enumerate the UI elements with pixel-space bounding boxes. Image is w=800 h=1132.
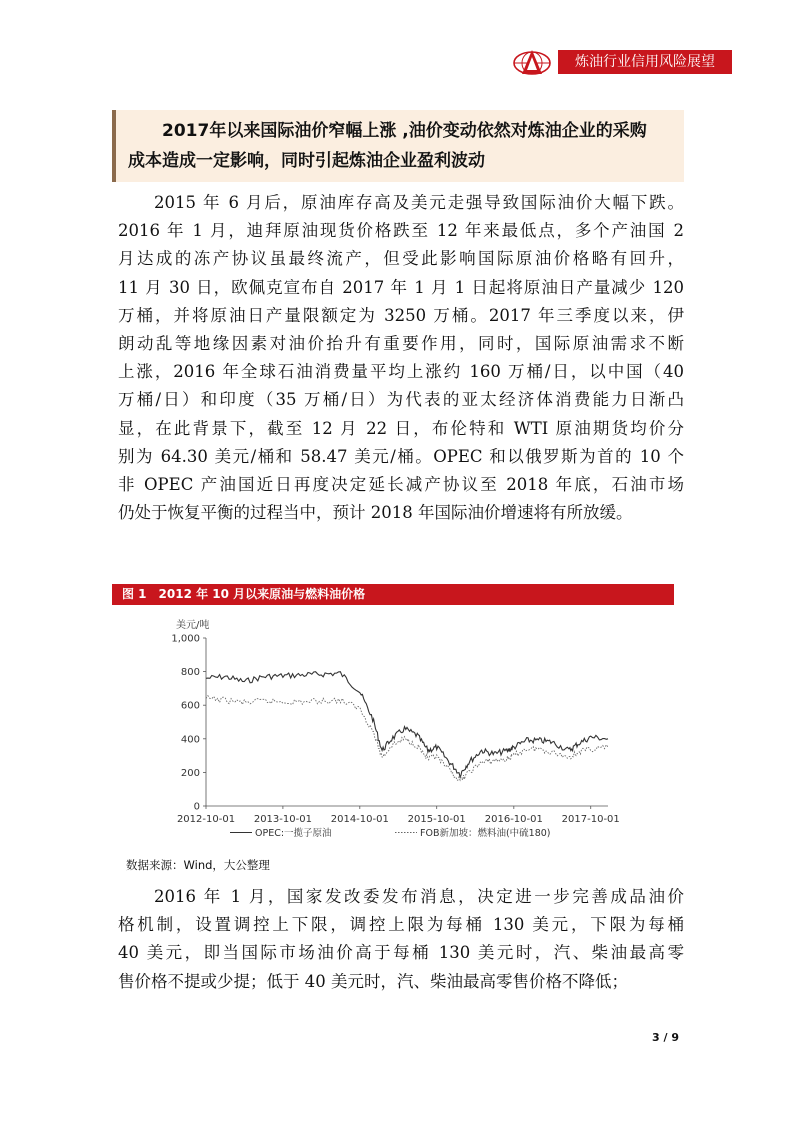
x-tick-label: 2017-10-01 bbox=[561, 814, 620, 825]
x-tick-label: 2015-10-01 bbox=[407, 814, 466, 825]
paragraph-line: 朗动乱等地缘因素对油价抬升有重要作用，同时，国际原油需求不断 bbox=[118, 334, 684, 354]
legend-label: FOB新加坡：燃料油(中硫180) bbox=[420, 828, 551, 839]
section-heading-box bbox=[112, 110, 684, 182]
x-tick-label: 2013-10-01 bbox=[253, 814, 312, 825]
header-title: 炼油行业信用风险展望 bbox=[558, 50, 732, 74]
x-tick-label: 2014-10-01 bbox=[330, 814, 389, 825]
y-tick-label: 600 bbox=[180, 700, 200, 712]
price-line-chart bbox=[160, 612, 650, 852]
section-heading-line-1: 2017年以来国际油价窄幅上涨 ,油价变动依然对炼油企业的采购 bbox=[162, 121, 647, 141]
data-source: 数据来源：Wind，大公整理 bbox=[126, 858, 270, 872]
y-tick-label: 800 bbox=[180, 667, 200, 679]
series-line bbox=[206, 696, 608, 781]
figure-number: 图 1 bbox=[122, 587, 147, 601]
y-tick-label: 1,000 bbox=[171, 633, 200, 645]
paragraph-line: 2016 年 1 月，迪拜原油现货价格跌至 12 年来最低点，多个产油国 2 bbox=[118, 221, 684, 241]
paragraph-line: 2016 年 1 月，国家发改委发布消息，决定进一步完善成品油价 bbox=[154, 887, 684, 906]
legend-label: OPEC:一揽子原油 bbox=[255, 828, 332, 839]
y-axis-label: 美元/吨 bbox=[176, 620, 210, 631]
paragraph-line: 11 月 30 日，欧佩克宣布自 2017 年 1 月 1 日起将原油日产量减少 120 bbox=[118, 277, 684, 297]
paragraph-line: 万桶/日）和印度（35 万桶/日）为代表的亚太经济体消费能力日渐凸 bbox=[118, 390, 684, 410]
paragraph-line: 非 OPEC 产油国近日再度决定延长减产协议至 2018 年底，石油市场 bbox=[118, 475, 684, 495]
body-paragraph-1 bbox=[118, 189, 684, 527]
paragraph-line: 40 美元，即当国际市场油价高于每桶 130 美元时，汽、柴油最高零 bbox=[118, 943, 684, 963]
body-paragraph-2 bbox=[118, 883, 684, 996]
x-tick-label: 2016-10-01 bbox=[484, 814, 543, 825]
company-logo-icon bbox=[512, 48, 552, 76]
paragraph-line: 格机制，设置调控上下限，调控上限为每桶 130 美元，下限为每桶 bbox=[118, 915, 684, 935]
y-tick-label: 400 bbox=[180, 734, 200, 746]
page-number: 3 / 9 bbox=[652, 1031, 679, 1044]
section-heading-line-2: 成本造成一定影响，同时引起炼油企业盈利波动 bbox=[128, 151, 485, 171]
page-header bbox=[512, 48, 732, 76]
x-tick-label: 2012-10-01 bbox=[176, 814, 236, 825]
figure-caption-bar bbox=[112, 584, 674, 605]
paragraph-line: 售价格不提或少提；低于 40 美元时，汽、柴油最高零售价格不降低； bbox=[118, 971, 628, 991]
y-tick-label: 0 bbox=[193, 801, 200, 813]
paragraph-line: 2015 年 6 月后，原油库存高及美元走强导致国际油价大幅下跌。 bbox=[154, 193, 684, 212]
paragraph-line: 月达成的冻产协议虽最终流产，但受此影响国际原油价格略有回升， bbox=[118, 249, 684, 269]
y-tick-label: 200 bbox=[180, 767, 200, 779]
series-line bbox=[206, 672, 608, 777]
paragraph-line: 上涨，2016 年全球石油消费量平均上涨约 160 万桶/日，以中国（40 bbox=[118, 362, 684, 382]
paragraph-line: 别为 64.30 美元/桶和 58.47 美元/桶。OPEC 和以俄罗斯为首的 10 个 bbox=[118, 446, 684, 466]
figure-caption: 2012 年 10 月以来原油与燃料油价格 bbox=[158, 587, 366, 601]
paragraph-line: 万桶，并将原油日产量限额定为 3250 万桶。2017 年三季度以来，伊 bbox=[118, 305, 684, 325]
paragraph-line: 仍处于恢复平衡的过程当中，预计 2018 年国际油价增速将有所放缓。 bbox=[118, 503, 633, 523]
paragraph-line: 显，在此背景下，截至 12 月 22 日，布伦特和 WTI 原油期货均价分 bbox=[118, 418, 684, 438]
